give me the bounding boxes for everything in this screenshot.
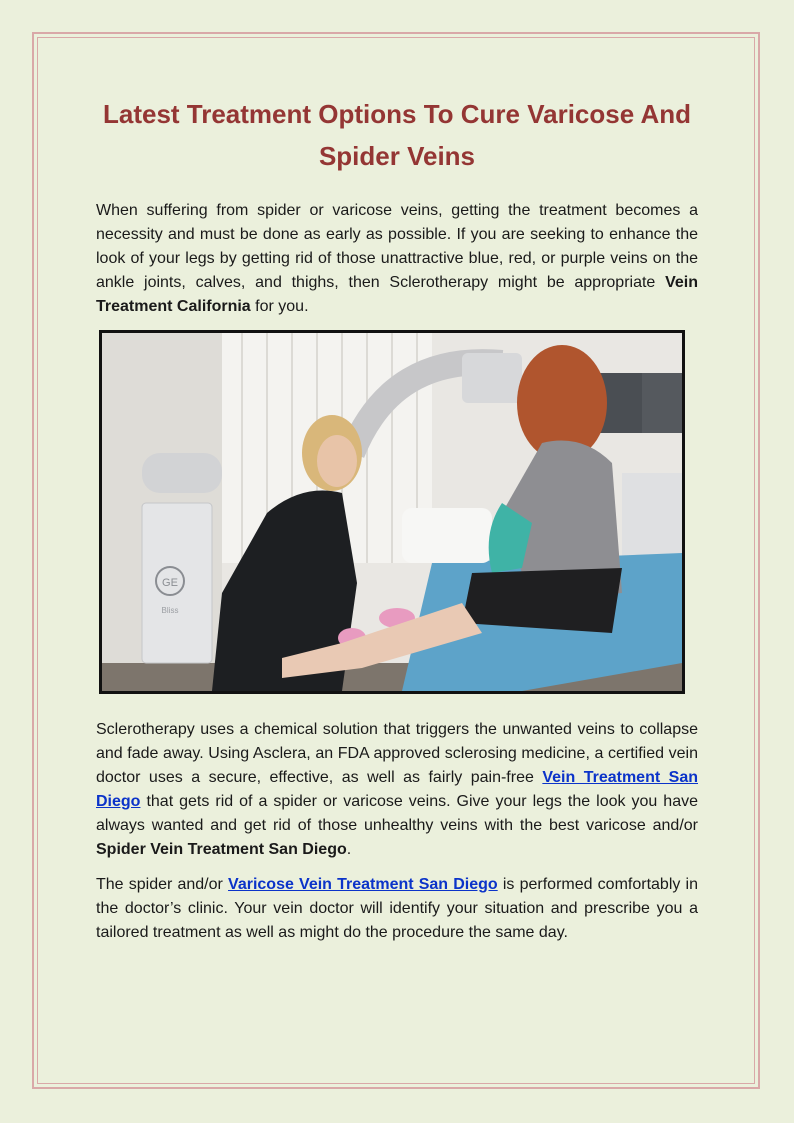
intro-text-end: for you. (250, 298, 309, 315)
spider-vein-bold-keyword: Spider Vein Treatment San Diego (96, 841, 347, 858)
patient-shorts (462, 568, 622, 633)
sclerotherapy-paragraph (96, 718, 698, 862)
clinic-text: The spider and/or (96, 876, 229, 893)
monitor-right (642, 373, 682, 433)
intro-text: When suffering from spider or varicose veins, getting the treatment becomes a necessity and must be done as early as possible. If you are seeking to enhance the look of your legs by getting rid of those unattractive blue, red, or purple veins on the ankle joints, calves, and thighs, then Sclerotherapy might be appropriate (96, 202, 698, 291)
intro-paragraph (96, 199, 698, 319)
intro-bold-keyword: Vein Treatment California (96, 274, 698, 315)
doctor-face (317, 435, 357, 487)
clinic-paragraph (96, 873, 698, 945)
vein-treatment-san-diego-link[interactable]: Vein Treatment San Diego (96, 769, 698, 810)
varicose-vein-treatment-link[interactable]: Varicose Vein Treatment San Diego (228, 876, 498, 893)
scl-text-end: . (346, 841, 352, 858)
treatment-photo (99, 330, 685, 694)
clinic-text-end: is performed comfortably in the doctor’s clinic. Your vein doctor will identify your situation and prescribe you a tailored treatment as well as might do the procedure the same day. (96, 876, 699, 941)
ge-logo-text: GE (162, 577, 178, 589)
scl-text-middle: that gets rid of a spider or varicose veins. Give your legs the look you have always wanted and get rid of those unhealthy veins with the best varicose and/or (96, 793, 698, 834)
device-label: Bliss (161, 606, 179, 615)
c-arm-head (462, 353, 522, 403)
pillow (402, 508, 492, 563)
treatment-photo-illustration (102, 333, 682, 691)
page-title: Latest Treatment Options To Cure Varicose And Spider Veins (102, 99, 691, 171)
scl-text: Sclerotherapy uses a chemical solution that triggers the unwanted veins to collapse and fade away. Using Asclera, an FDA approved sclerosing medicine, a certified vein doctor uses a secure, effective, as well as fairly pain-free (96, 721, 698, 786)
